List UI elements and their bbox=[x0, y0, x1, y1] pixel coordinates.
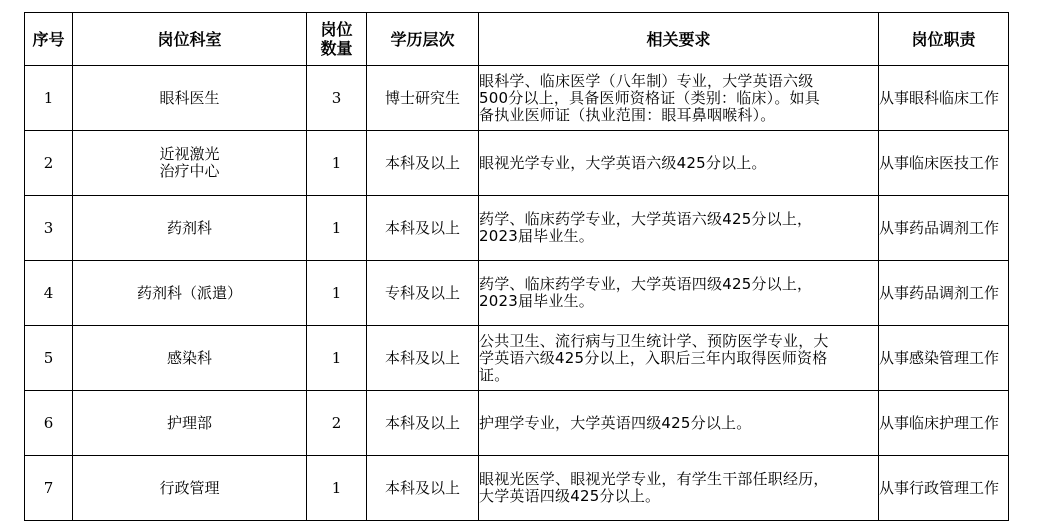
table-row bbox=[25, 66, 1009, 131]
cell-edu: 本科及以上 bbox=[367, 391, 479, 456]
header-no: 序号 bbox=[25, 13, 73, 66]
cell-duty: 从事感染管理工作 bbox=[879, 326, 1009, 391]
header-count bbox=[307, 13, 367, 66]
cell-dept-line1: 护理部 bbox=[166, 413, 212, 432]
cell-dept-line1: 眼科医生 bbox=[159, 88, 220, 107]
cell-req-line2: 2023届毕业生。 bbox=[479, 227, 594, 245]
cell-dept bbox=[73, 456, 307, 521]
cell-edu: 本科及以上 bbox=[367, 196, 479, 261]
cell-no: 4 bbox=[25, 261, 73, 326]
cell-req-line2: 学英语六级425分以上，入职后三年内取得医师资格 bbox=[479, 348, 828, 367]
cell-req bbox=[479, 196, 879, 261]
cell-req-line1: 眼科学、临床医学（八年制）专业，大学英语六级 bbox=[479, 71, 814, 90]
cell-count: 3 bbox=[307, 66, 367, 131]
cell-count: 1 bbox=[307, 456, 367, 521]
cell-duty: 从事临床医技工作 bbox=[879, 131, 1009, 196]
cell-count: 1 bbox=[307, 261, 367, 326]
cell-req-line3: 备执业医师证（执业范围：眼耳鼻咽喉科）。 bbox=[479, 105, 776, 124]
cell-req-line2: 500分以上，具备医师资格证（类别：临床）。如具 bbox=[479, 88, 820, 107]
cell-req-line1: 药学、临床药学专业，大学英语四级425分以上， bbox=[479, 275, 813, 293]
table-row bbox=[25, 131, 1009, 196]
cell-req-line1: 药学、临床药学专业，大学英语六级425分以上， bbox=[479, 210, 813, 228]
cell-req bbox=[479, 131, 879, 196]
cell-no: 2 bbox=[25, 131, 73, 196]
cell-count: 1 bbox=[307, 326, 367, 391]
cell-duty: 从事临床护理工作 bbox=[879, 391, 1009, 456]
cell-dept-line1: 药剂科（派遣） bbox=[136, 283, 242, 302]
cell-no: 6 bbox=[25, 391, 73, 456]
cell-edu: 本科及以上 bbox=[367, 131, 479, 196]
header-count-line1: 岗位 bbox=[320, 20, 353, 39]
cell-dept bbox=[73, 131, 307, 196]
cell-dept-line1: 药剂科 bbox=[166, 218, 212, 237]
cell-no: 7 bbox=[25, 456, 73, 521]
table-row bbox=[25, 456, 1009, 521]
cell-duty: 从事药品调剂工作 bbox=[879, 261, 1009, 326]
cell-dept bbox=[73, 391, 307, 456]
cell-req bbox=[479, 326, 879, 391]
cell-req bbox=[479, 391, 879, 456]
header-dept: 岗位科室 bbox=[73, 13, 307, 66]
cell-req-line1: 护理学专业，大学英语四级425分以上。 bbox=[479, 413, 752, 432]
header-req: 相关要求 bbox=[479, 13, 879, 66]
cell-dept bbox=[73, 196, 307, 261]
cell-dept bbox=[73, 326, 307, 391]
cell-req bbox=[479, 261, 879, 326]
cell-count: 1 bbox=[307, 196, 367, 261]
cell-edu: 本科及以上 bbox=[367, 326, 479, 391]
table-row bbox=[25, 326, 1009, 391]
cell-count: 2 bbox=[307, 391, 367, 456]
cell-dept-line1: 感染科 bbox=[166, 348, 212, 367]
cell-req-line1: 公共卫生、流行病与卫生统计学、预防医学专业，大 bbox=[479, 331, 829, 350]
cell-dept bbox=[73, 261, 307, 326]
cell-edu: 专科及以上 bbox=[367, 261, 479, 326]
table-row bbox=[25, 196, 1009, 261]
cell-dept-line1: 行政管理 bbox=[159, 478, 220, 497]
cell-req-line2: 2023届毕业生。 bbox=[479, 292, 594, 310]
cell-count: 1 bbox=[307, 131, 367, 196]
cell-dept bbox=[73, 66, 307, 131]
header-duty: 岗位职责 bbox=[879, 13, 1009, 66]
cell-edu: 博士研究生 bbox=[367, 66, 479, 131]
cell-dept-line1: 近视激光 bbox=[159, 145, 220, 163]
table-row bbox=[25, 391, 1009, 456]
cell-req bbox=[479, 456, 879, 521]
cell-duty: 从事行政管理工作 bbox=[879, 456, 1009, 521]
cell-duty: 从事眼科临床工作 bbox=[879, 66, 1009, 131]
table-row bbox=[25, 261, 1009, 326]
cell-req bbox=[479, 66, 879, 131]
job-positions-table bbox=[24, 12, 1009, 521]
table-header-row bbox=[25, 13, 1009, 66]
header-count-line2: 数量 bbox=[320, 39, 353, 58]
cell-no: 1 bbox=[25, 66, 73, 131]
header-edu: 学历层次 bbox=[367, 13, 479, 66]
cell-req-line2: 大学英语四级425分以上。 bbox=[479, 487, 661, 505]
cell-req-line1: 眼视光学专业，大学英语六级425分以上。 bbox=[479, 153, 767, 172]
cell-dept-line2: 治疗中心 bbox=[159, 162, 220, 180]
cell-no: 5 bbox=[25, 326, 73, 391]
cell-no: 3 bbox=[25, 196, 73, 261]
cell-req-line1: 眼视光医学、眼视光学专业，有学生干部任职经历， bbox=[479, 470, 829, 488]
cell-req-line3: 证。 bbox=[479, 365, 510, 384]
cell-edu: 本科及以上 bbox=[367, 456, 479, 521]
cell-duty: 从事药品调剂工作 bbox=[879, 196, 1009, 261]
